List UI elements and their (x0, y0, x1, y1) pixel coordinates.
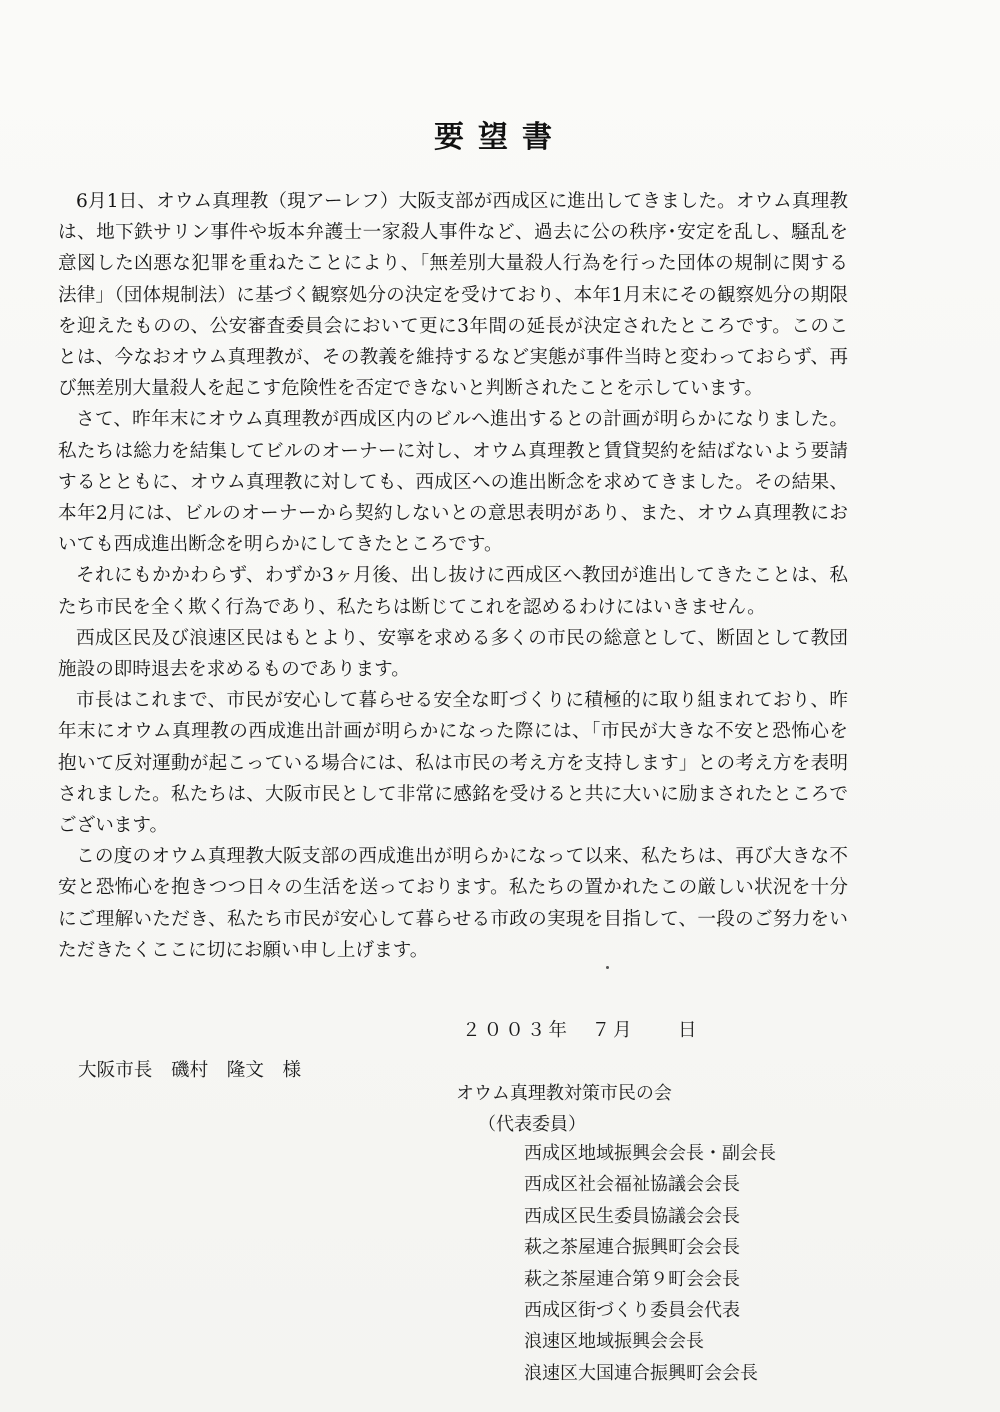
representative-item: 西成区民生委員協議会会長 (524, 1205, 740, 1227)
representatives-list (524, 1138, 776, 1389)
representative-item: 浪速区大国連合振興町会会長 (524, 1362, 758, 1384)
paragraph: 西成区民及び浪速区民はもとより、安寧を求める多くの市民の総意として、断固として教団施設の即時退去を求めるものであります。 (58, 627, 848, 681)
paragraph: 6月1日、オウム真理教（現アーレフ）大阪支部が西成区に進出してきました。オウム真理教は、地下鉄サリン事件や坂本弁護士一家殺人事件など、過去に公の秩序･安定を乱し、騒乱を意図した凶悪な犯罪を重ねたことにより、「無差別大量殺人行為を行った団体の規制に関する法律」（団体規制法）に基づく観察処分の決定を受けており、本年1月末にその観察処分の期限を迎えたものの、公安審査委員会において更に3年間の延長が決定されたところです。このことは、今なおオウム真理教が、その教義を維持するなど実態が事件当時と変わっておらず、再び無差別大量殺人を起こす危険性を否定できないと判断されたことを示しています。 (58, 191, 848, 400)
paragraph: さて、昨年末にオウム真理教が西成区内のビルへ進出するとの計画が明らかになりました。私たちは総力を結集してビルのオーナーに対し、オウム真理教と賃貸契約を結ばないよう要請するとともに、オウム真理教に対しても、西成区への進出断念を求めてきました。その結果、本年2月には、ビルのオーナーから契約しないとの意思表明があり、また、オウム真理教においても西成進出断念を明らかにしてきたところです。 (58, 409, 848, 556)
representative-item: 浪速区地域振興会会長 (524, 1331, 704, 1353)
representative-item: 萩之茶屋連合第９町会会長 (524, 1268, 740, 1290)
document-title: 要望書 (434, 120, 566, 155)
representative-item: 萩之茶屋連合振興町会会長 (524, 1237, 740, 1259)
representative-item: 西成区街づくり委員会代表 (524, 1300, 740, 1322)
organization-name: オウム真理教対策市民の会 (456, 1083, 672, 1104)
representatives-label: （代表委員） (478, 1114, 586, 1135)
addressee: 大阪市長 磯村 隆文 様 (78, 1060, 302, 1081)
document-date: ２００３年 ７月 日 (462, 1020, 700, 1041)
representative-item: 西成区社会福祉協議会会長 (524, 1174, 740, 1196)
scan-speck (606, 966, 609, 969)
representative-item: 西成区地域振興会会長・副会長 (524, 1143, 776, 1164)
paragraph: 市長はこれまで、市民が安心して暮らせる安全な町づくりに積極的に取り組まれており、昨年末にオウム真理教の西成進出計画が明らかになった際には、「市民が大きな不安と恐怖心を抱いて反対運動が起こっている場合には、私は市民の考え方を支持します」との考え方を表明されました。私たちは、大阪市民として非常に感銘を受けると共に大いに励まされたところでございます。 (58, 690, 848, 837)
document-body (58, 186, 848, 966)
paragraph: それにもかかわらず、わずか3ヶ月後、出し抜けに西成区へ教団が進出してきたことは、私たち市民を全く欺く行為であり、私たちは断じてこれを認めるわけにはいきません。 (58, 565, 848, 618)
paragraph: この度のオウム真理教大阪支部の西成進出が明らかになって以来、私たちは、再び大きな不安と恐怖心を抱きつつ日々の生活を送っております。私たちの置かれたこの厳しい状況を十分にご理解いただき、私たち市民が安心して暮らせる市政の実現を目指して、一段のご努力をいただきたくここに切にお願い申し上げます。 (58, 846, 848, 961)
